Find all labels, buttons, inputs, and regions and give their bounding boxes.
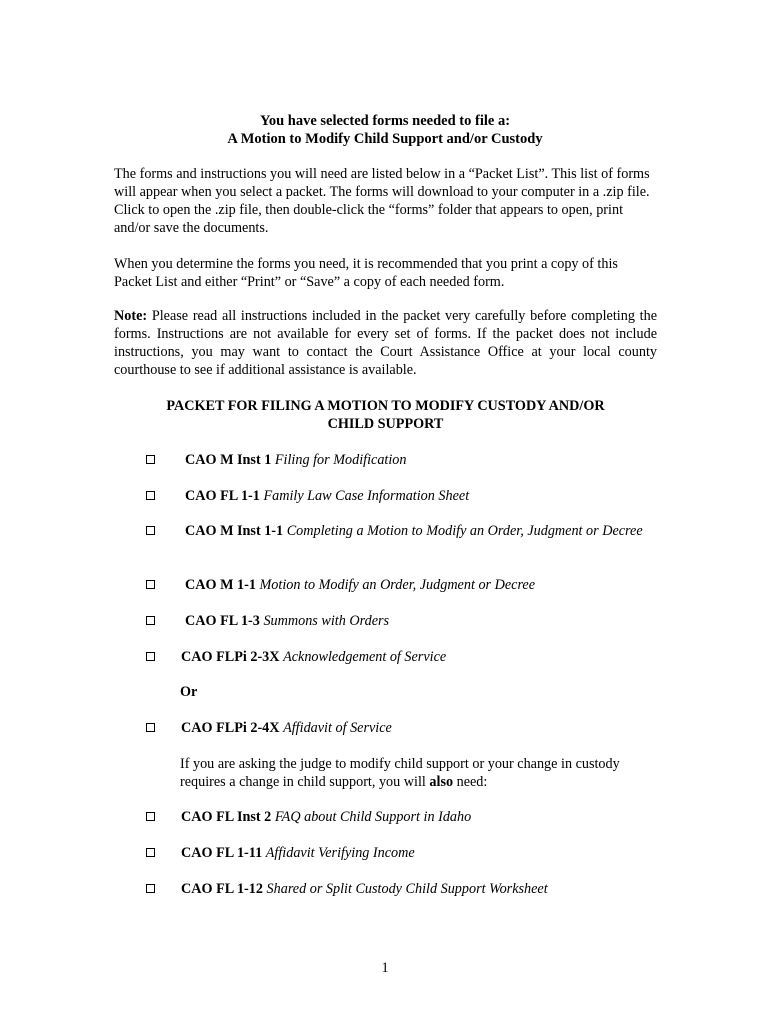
checkbox[interactable] [146,616,155,625]
form-code: CAO FL Inst 2 [181,809,272,825]
note-bold: also [429,774,454,790]
form-name: Motion to Modify an Order, Judgment or Decree [259,577,536,593]
form-name: Affidavit of Service [283,720,392,736]
packet-title-line-2: CHILD SUPPORT [327,416,444,432]
child-support-note [180,755,660,791]
form-code: CAO FL 1-1 [185,488,260,504]
form-name: Acknowledgement of Service [283,649,447,665]
form-name: Summons with Orders [263,613,390,629]
checkbox[interactable] [146,652,155,661]
note-text: Please read all instructions included in the packet very carefully before completing the forms. Instructions are not available for every set of forms. If the packet does not include instructions, you may want to contact the Court Assistance Office at your local county courthouse to see if additional assistance is available. [114,308,657,378]
note-paragraph [114,307,657,379]
checkbox[interactable] [146,580,155,589]
form-code: CAO M Inst 1 [185,452,272,468]
print-paragraph: When you determine the forms you need, it is recommended that you print a copy of this Packet List and either “Print” or “Save” a copy of each needed form. [114,256,618,290]
form-name: Filing for Modification [274,452,407,468]
form-code: CAO FLPi 2-4X [181,720,280,736]
form-code: CAO FLPi 2-3X [181,649,280,665]
header-line-2: A Motion to Modify Child Support and/or Custody [227,131,543,147]
checkbox[interactable] [146,526,155,535]
checkbox[interactable] [146,723,155,732]
form-name: Affidavit Verifying Income [265,845,415,861]
checkbox[interactable] [146,812,155,821]
note-after: need: [453,774,488,790]
checkbox[interactable] [146,455,155,464]
or-label: Or [180,684,198,700]
note-label: Note: [114,308,148,324]
form-code: CAO FL 1-12 [181,881,263,897]
checkbox[interactable] [146,884,155,893]
intro-paragraph: The forms and instructions you will need are listed below in a “Packet List”. This list of forms will appear when you select a packet. The forms will download to your computer in a .zip file. Click to open the .zip file, then double-click the “forms” folder that appears to open, print and/or save the documents. [114,166,650,236]
form-code: CAO FL 1-11 [181,845,263,861]
packet-title-line-1: PACKET FOR FILING A MOTION TO MODIFY CUSTODY AND/OR [166,398,605,414]
form-code: CAO M Inst 1-1 [185,523,284,539]
form-name: Shared or Split Custody Child Support Worksheet [266,881,548,897]
form-code: CAO M 1-1 [185,577,256,593]
note-before: If you are asking the judge to modify child support or your change in custody requires a change in child support, you will [180,756,620,790]
form-name: Family Law Case Information Sheet [263,488,470,504]
page-number: 1 [381,960,389,976]
form-name: Completing a Motion to Modify an Order, Judgment or Decree [286,523,643,539]
checkbox[interactable] [146,491,155,500]
checkbox[interactable] [146,848,155,857]
form-name: FAQ about Child Support in Idaho [274,809,472,825]
header-line-1: You have selected forms needed to file a: [259,113,511,129]
form-code: CAO FL 1-3 [185,613,260,629]
